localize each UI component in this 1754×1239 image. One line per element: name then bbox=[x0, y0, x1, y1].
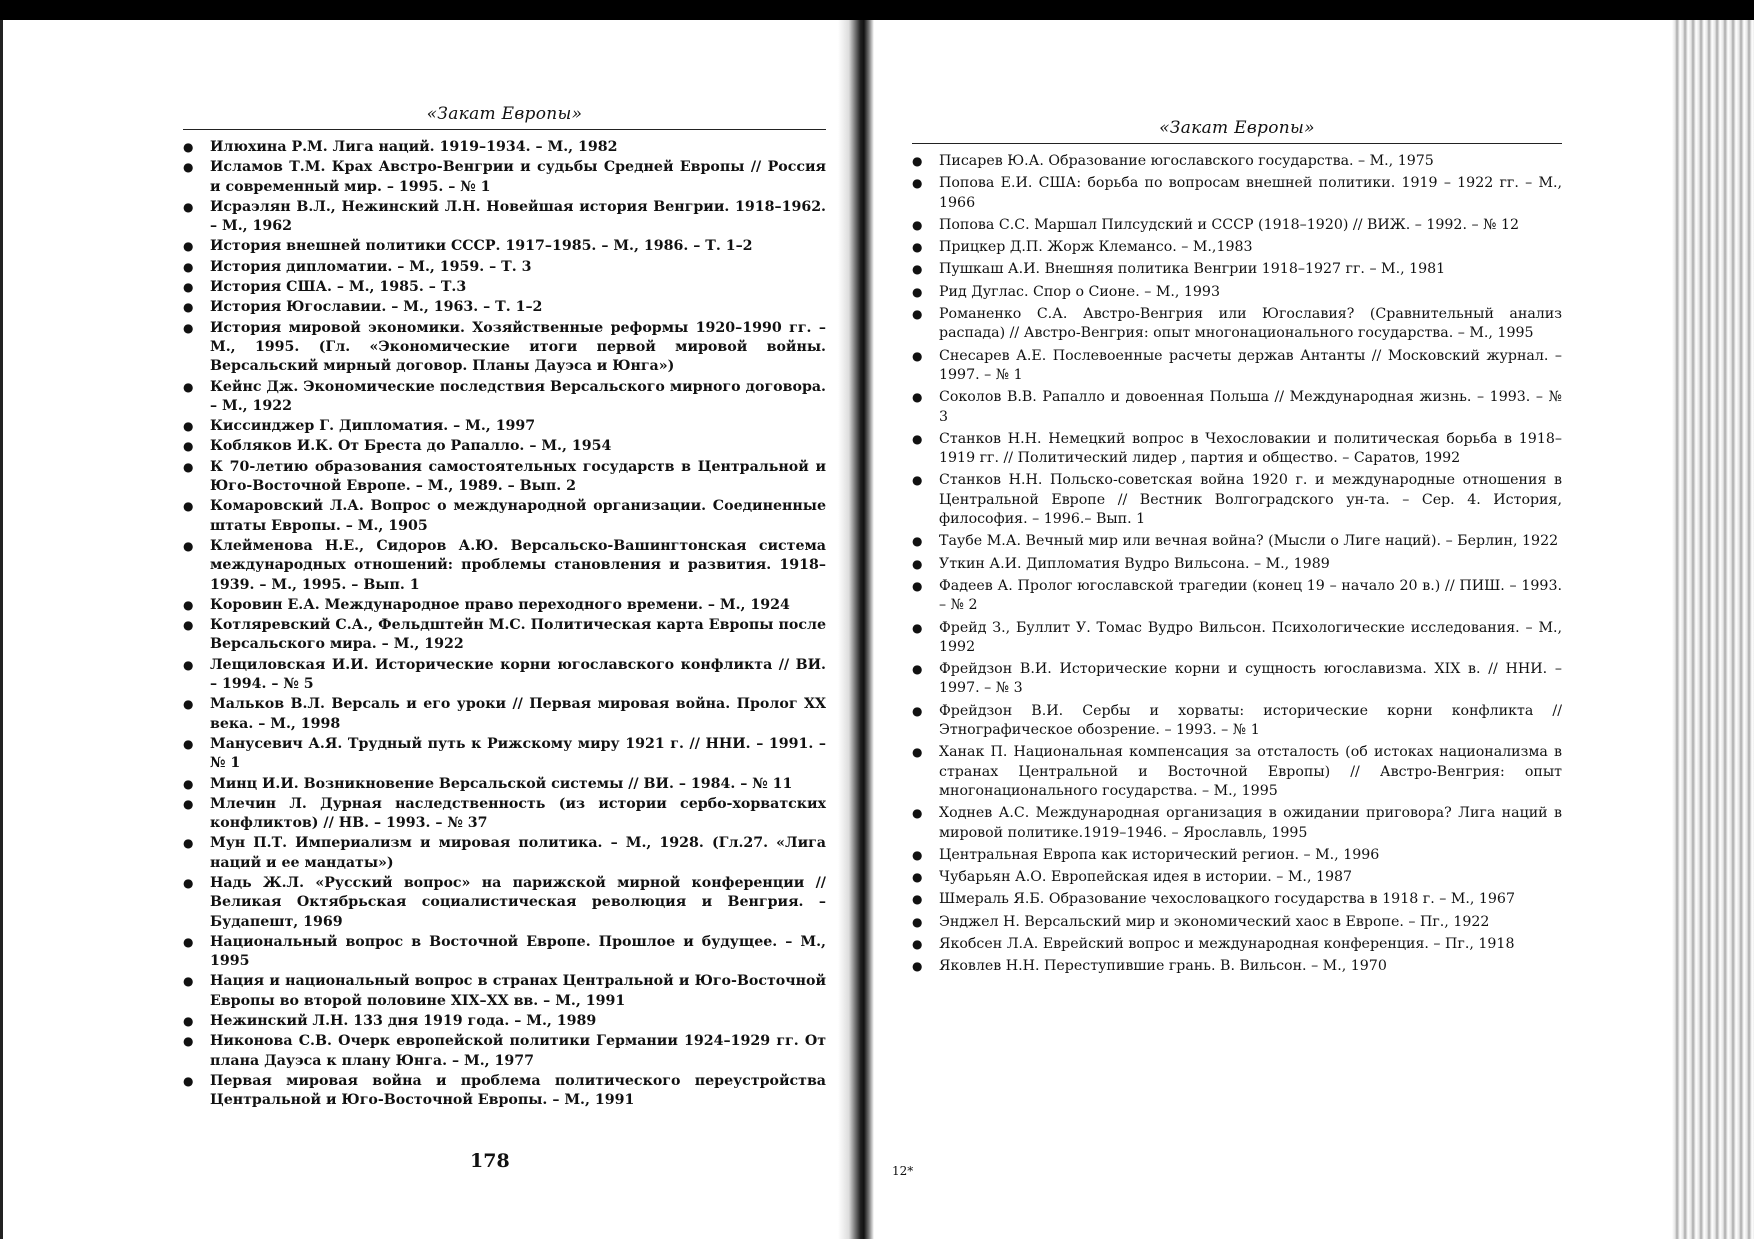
list-item: ● Кобляков И.К. От Бреста до Рапалло. – М., 1954 bbox=[183, 437, 826, 456]
list-item: ● Центральная Европа как исторический регион. – М., 1996 bbox=[912, 846, 1562, 865]
list-item: ● Ходнев А.С. Международная организация в ожидании приговора? Лига наций в мировой политике.1919–1946. – Ярославль, 1995 bbox=[912, 804, 1562, 843]
list-item: ● Мун П.Т. Империализм и мировая политика. – М., 1928. (Гл.27. «Лига наций и ее мандаты») bbox=[183, 834, 826, 873]
list-item: ● Попова Е.И. США: борьба по вопросам внешней политики. 1919 – 1922 гг. – М., 1966 bbox=[912, 174, 1562, 213]
list-item: ● История мировой экономики. Хозяйственные реформы 1920–1990 гг. – М., 1995. (Гл. «Экономические итоги первой мировой войны. Версальский мирный договор. Планы Дауэса и Юнга») bbox=[183, 319, 826, 377]
list-item: ● Исламов Т.М. Крах Австро-Венгрии и судьбы Средней Европы // Россия и современный мир. – 1995. – № 1 bbox=[183, 158, 826, 197]
list-item: ● Надь Ж.Л. «Русский вопрос» на парижской мирной конференции // Великая Октябрьская социалистическая революция и Венгрия. – Будапешт, 1969 bbox=[183, 874, 826, 932]
list-item: ● Национальный вопрос в Восточной Европе. Прошлое и будущее. – М., 1995 bbox=[183, 933, 826, 972]
book-gutter bbox=[838, 20, 874, 1239]
scan-top-border bbox=[0, 0, 1754, 20]
list-item: ● Писарев Ю.А. Образование югославского государства. – М., 1975 bbox=[912, 152, 1562, 171]
list-item: ● Комаровский Л.А. Вопрос о международной организации. Соединенные штаты Европы. – М., 1905 bbox=[183, 497, 826, 536]
list-item: ● Пушкаш А.И. Внешняя политика Венгрии 1918–1927 гг. – М., 1981 bbox=[912, 260, 1562, 279]
scan-left-edge bbox=[0, 20, 3, 1239]
list-item: ● Попова С.С. Маршал Пилсудский и СССР (1918–1920) // ВИЖ. – 1992. – № 12 bbox=[912, 216, 1562, 235]
list-item: ● Фрейд З., Буллит У. Томас Вудро Вильсон. Психологические исследования. – М., 1992 bbox=[912, 619, 1562, 658]
list-item: ● Исраэлян В.Л., Нежинский Л.Н. Новейшая история Венгрии. 1918–1962. – М., 1962 bbox=[183, 198, 826, 237]
list-item: ● Фрейдзон В.И. Сербы и хорваты: исторические корни конфликта // Этнографическое обозрение. – 1993. – № 1 bbox=[912, 702, 1562, 741]
list-item: ● Нация и национальный вопрос в странах Центральной и Юго-Восточной Европы во второй половине XIX–XX вв. – М., 1991 bbox=[183, 972, 826, 1011]
list-item: ● Романенко С.А. Австро-Венгрия или Югославия? (Сравнительный анализ распада) // Австро-Венгрия: опыт многонационального государства. – М., 1995 bbox=[912, 305, 1562, 344]
list-item: ● Энджел Н. Версальский мир и экономический хаос в Европе. – Пг., 1922 bbox=[912, 913, 1562, 932]
list-item: ● Никонова С.В. Очерк европейской политики Германии 1924–1929 гг. От плана Дауэса к плану Юнга. – М., 1977 bbox=[183, 1032, 826, 1071]
list-item: ● Мальков В.Л. Версаль и его уроки // Первая мировая война. Пролог XX века. – М., 1998 bbox=[183, 695, 826, 734]
running-head: «Закат Европы» bbox=[912, 118, 1562, 144]
list-item: ● Млечин Л. Дурная наследственность (из истории сербо-хорватских конфликтов) // НВ. – 1993. – № 37 bbox=[183, 795, 826, 834]
list-item: ● Манусевич А.Я. Трудный путь к Рижскому миру 1921 г. // ННИ. – 1991. – № 1 bbox=[183, 735, 826, 774]
list-item: ● История дипломатии. – М., 1959. – Т. 3 bbox=[183, 258, 826, 277]
left-page bbox=[183, 104, 826, 1112]
list-item: ● Рид Дуглас. Спор о Сионе. – М., 1993 bbox=[912, 283, 1562, 302]
running-head: «Закат Европы» bbox=[183, 104, 826, 130]
list-item: ● Клейменова Н.Е., Сидоров А.Ю. Версальско-Вашингтонская система международных отношений: проблемы становления и развития. 1918–1939. – М., 1995. – Вып. 1 bbox=[183, 537, 826, 595]
signature-mark: 12* bbox=[892, 1164, 914, 1178]
list-item: ● Уткин А.И. Дипломатия Вудро Вильсона. – М., 1989 bbox=[912, 555, 1562, 574]
list-item: ● Нежинский Л.Н. 133 дня 1919 года. – М., 1989 bbox=[183, 1012, 826, 1031]
list-item: ● Якобсен Л.А. Еврейский вопрос и международная конференция. – Пг., 1918 bbox=[912, 935, 1562, 954]
list-item: ● Илюхина Р.М. Лига наций. 1919–1934. – М., 1982 bbox=[183, 138, 826, 157]
list-item: ● Соколов В.В. Рапалло и довоенная Польша // Международная жизнь. – 1993. – № 3 bbox=[912, 388, 1562, 427]
list-item: ● Яковлев Н.Н. Переступившие грань. В. Вильсон. – М., 1970 bbox=[912, 957, 1562, 976]
bibliography-list bbox=[912, 152, 1562, 977]
bibliography-list bbox=[183, 138, 826, 1111]
list-item: ● История Югославии. – М., 1963. – Т. 1–2 bbox=[183, 298, 826, 317]
list-item: ● Шмераль Я.Б. Образование чехословацкого государства в 1918 г. – М., 1967 bbox=[912, 890, 1562, 909]
list-item: ● Первая мировая война и проблема политического переустройства Центральной и Юго-Восточной Европы. – М., 1991 bbox=[183, 1072, 826, 1111]
list-item: ● Чубарьян А.О. Европейская идея в истории. – М., 1987 bbox=[912, 868, 1562, 887]
list-item: ● Фадеев А. Пролог югославской трагедии (конец 19 – начало 20 в.) // ПИШ. – 1993. – № 2 bbox=[912, 577, 1562, 616]
list-item: ● Станков Н.Н. Немецкий вопрос в Чехословакии и политическая борьба в 1918–1919 гг. // Политический лидер , партия и общество. – Саратов, 1992 bbox=[912, 430, 1562, 469]
list-item: ● Киссинджер Г. Дипломатия. – М., 1997 bbox=[183, 417, 826, 436]
list-item: ● Фрейдзон В.И. Исторические корни и сущность югославизма. XIX в. // ННИ. – 1997. – № 3 bbox=[912, 660, 1562, 699]
list-item: ● Станков Н.Н. Польско-советская война 1920 г. и международные отношения в Центральной Европе // Вестник Волгоградского ун-та. – Сер. 4. История, философия. – 1996.– Вып. 1 bbox=[912, 471, 1562, 529]
list-item: ● Лещиловская И.И. Исторические корни югославского конфликта // ВИ. – 1994. – № 5 bbox=[183, 656, 826, 695]
list-item: ● Кейнс Дж. Экономические последствия Версальского мирного договора. – М., 1922 bbox=[183, 378, 826, 417]
list-item: ● История США. – М., 1985. – Т.3 bbox=[183, 278, 826, 297]
list-item: ● Минц И.И. Возникновение Версальской системы // ВИ. – 1984. – № 11 bbox=[183, 775, 826, 794]
list-item: ● Котляревский С.А., Фельдштейн М.С. Политическая карта Европы после Версальского мира. – М., 1922 bbox=[183, 616, 826, 655]
list-item: ● Ханак П. Национальная компенсация за отсталость (об истоках национализма в странах Центральной и Восточной Европы) // Австро-Венгрия: опыт многонационального государства. – М., 1995 bbox=[912, 743, 1562, 801]
list-item: ● К 70-летию образования самостоятельных государств в Центральной и Юго-Восточной Европе. – М., 1989. – Вып. 2 bbox=[183, 458, 826, 497]
list-item: ● Коровин Е.А. Международное право переходного времени. – М., 1924 bbox=[183, 596, 826, 615]
right-page bbox=[912, 118, 1562, 980]
list-item: ● История внешней политики СССР. 1917–1985. – М., 1986. – Т. 1–2 bbox=[183, 237, 826, 256]
list-item: ● Прицкер Д.П. Жорж Клемансо. – М.,1983 bbox=[912, 238, 1562, 257]
list-item: ● Снесарев А.Е. Послевоенные расчеты держав Антанты // Московский журнал. – 1997. – № 1 bbox=[912, 347, 1562, 386]
list-item: ● Таубе М.А. Вечный мир или вечная война? (Мысли о Лиге наций). – Берлин, 1922 bbox=[912, 532, 1562, 551]
scan-right-edge bbox=[1672, 20, 1754, 1239]
page-number: 178 bbox=[470, 1150, 510, 1172]
